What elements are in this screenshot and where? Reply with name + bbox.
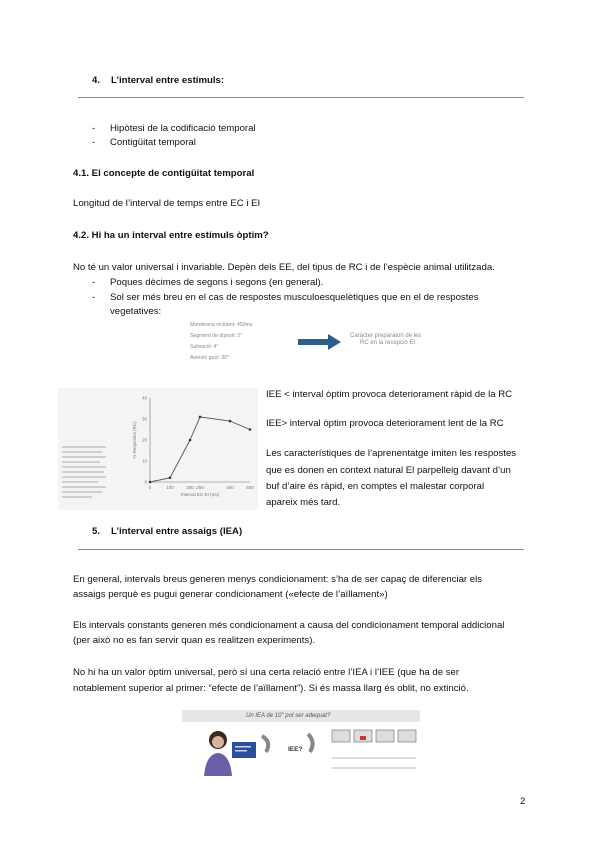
banner-illustration (182, 710, 420, 776)
section-4-title: L’interval entre estímuls: (111, 75, 225, 86)
paragraph-line: notablement superior al primer: “efecte de l’aïllament”). Si és massa llarg és oblit, no extinció. (73, 683, 469, 694)
section-5-number: 5. (92, 526, 101, 537)
bullet-dash: - (92, 277, 96, 288)
paragraph-line: (per això no es fan servir quan es realitzen experiments). (73, 635, 316, 646)
paragraph-line: No hi ha un valor òptim universal, però sí una certa relació entre l’IEA i l’IEE (que ha de ser (73, 667, 460, 678)
bullet-dash: - (92, 137, 96, 148)
panel-icon (376, 730, 394, 742)
panel-icon (332, 730, 350, 742)
side-text-line: apareix més tard. (266, 497, 341, 508)
figure-list-item: Aversió gust: 30" (190, 355, 229, 361)
scanned-text-block (62, 446, 106, 498)
figure-caption (350, 333, 460, 347)
y-tick-label: 20 (141, 437, 147, 443)
x-tick-label: 400 (226, 485, 234, 490)
x-tick-label: 250 (196, 485, 204, 490)
x-tick-label: 500 (246, 485, 254, 490)
x-tick-label: 100 (166, 485, 174, 490)
chart-svg (58, 388, 258, 510)
figure-list-item: Segment de dipòsit: 2" (190, 333, 243, 339)
figure-list-item: Salivació: 4" (190, 344, 219, 350)
data-point (189, 439, 192, 442)
side-text-line: que es donen en context natural El parpelleig davant d’un (266, 465, 511, 476)
data-point (149, 481, 152, 484)
x-tick-label: 0 (148, 485, 152, 490)
arrow-right-icon (298, 333, 342, 351)
side-text-line: IEE> interval òptim provoca deteriorament lent de la RC (266, 418, 504, 429)
page-number: 2 (520, 796, 526, 807)
divider-line (78, 97, 524, 98)
section-4-number: 4. (92, 75, 101, 86)
data-point (249, 428, 252, 431)
y-axis-label: % Respostes (RC) (132, 421, 137, 459)
list-item: Poques dècimes de segons i segons (en general). (110, 277, 324, 288)
list-item-continuation: vegetatives: (110, 306, 162, 317)
paragraph-line: En general, intervals breus generen menys condicionament: s’ha de ser capaç de diferenciar els (73, 574, 483, 585)
curved-arrow-icon (308, 734, 313, 752)
section-4-1-title: 4.1. El concepte de contigüitat temporal (73, 168, 255, 179)
list-item: Hipòtesi de la codificació temporal (110, 123, 256, 134)
divider-line (78, 549, 524, 550)
y-tick-label: 30 (141, 416, 147, 422)
figure-caption-line: Caràcter preparatori de les (350, 333, 422, 339)
paragraph-line: Els intervals constants generen més condicionament a causa del condicionament temporal addicional (73, 620, 505, 631)
data-point (199, 416, 202, 419)
person-illustration (204, 731, 232, 776)
side-text-line: buf d’aire és ràpid, en comptes el malestar corporal (266, 481, 485, 492)
bullet-dash: - (92, 292, 96, 303)
y-tick-label: 40 (141, 395, 147, 401)
speech-bubble (232, 742, 256, 758)
x-axis-label: Interval EC-EI (ms) (180, 492, 220, 497)
list-item: Contigüitat temporal (110, 137, 196, 148)
data-point (169, 477, 172, 480)
series-line (150, 417, 250, 482)
chart-figure (58, 388, 258, 510)
highlight-mark (360, 736, 366, 740)
section-5-title: L’interval entre assaigs (IEA) (111, 526, 243, 537)
figure-list-item: Membrana nictitant: 450ms (190, 322, 253, 328)
y-tick-label: 10 (141, 458, 147, 464)
curved-arrow-icon (262, 736, 268, 752)
paragraph-line: assaigs perquè es pugui generar condicionament («efecte de l’aïllament») (73, 589, 388, 600)
x-tick-label: 200 (186, 485, 194, 490)
side-text-line: IEE < interval òptim provoca deteriorament ràpid de la RC (266, 389, 513, 400)
figure-list (190, 322, 300, 370)
bullet-dash: - (92, 123, 96, 134)
figure-caption-line: RC en la recepció EI (360, 340, 416, 346)
banner-title: Un IEA de 10" pot ser adequat? (246, 713, 331, 719)
banner-question: IEE? (288, 746, 303, 753)
data-point (229, 420, 232, 423)
section-4-2-text: No té un valor universal i invariable. Depèn dels EE, del tipus de RC i de l’espècie animal utilitzada. (73, 262, 495, 273)
section-4-1-text: Longitud de l’interval de temps entre EC i EI (73, 198, 261, 209)
panel-icon (398, 730, 416, 742)
list-item: Sol ser més breu en el cas de respostes musculoesquelètiques que en el de respostes (110, 292, 479, 303)
side-text-line: Les característiques de l’aprenentatge imiten les respostes (266, 448, 517, 459)
y-tick-label: 0 (144, 479, 147, 485)
section-4-2-title: 4.2. Hi ha un interval entre estímuls òptim? (73, 230, 269, 241)
